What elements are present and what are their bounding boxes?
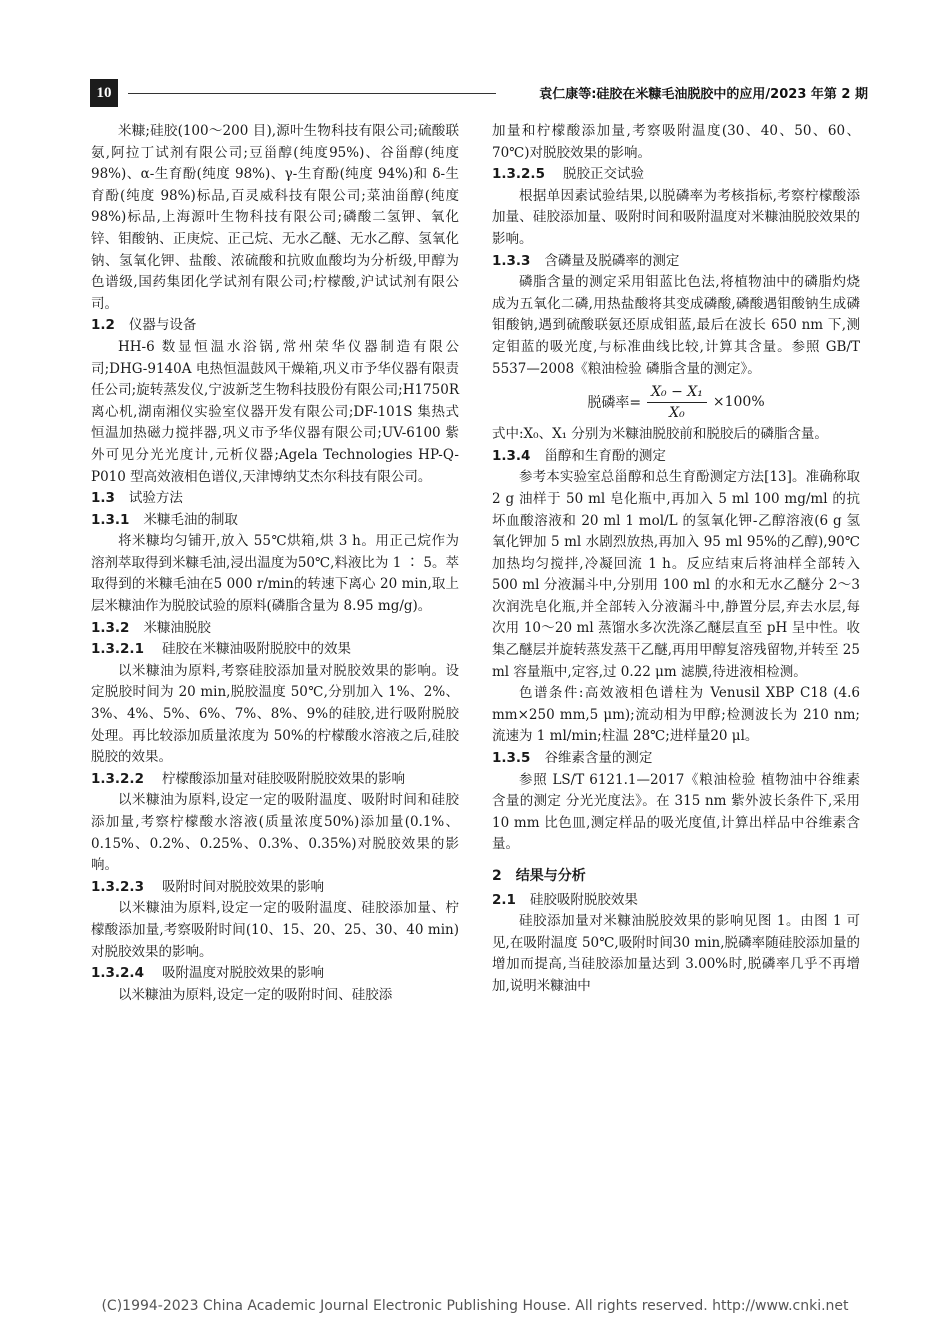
- section-title: 谷维素含量的测定: [544, 750, 653, 767]
- section-title: 吸附时间对脱胶效果的影响: [161, 878, 324, 895]
- section-number: 2: [492, 868, 502, 884]
- section-2-heading: [492, 866, 860, 888]
- section-1-3-4-heading: [492, 446, 860, 468]
- formula-note: 式中:X₀、X₁ 分别为米糠油脱胶前和脱胶后的磷脂含量。: [492, 426, 828, 443]
- section-title: 仪器与设备: [128, 317, 197, 334]
- section-2-1-heading: [492, 890, 860, 912]
- section-1-3-2-4-paragraph: 以米糠油为原料,设定一定的吸附时间、硅胶添: [118, 986, 393, 1003]
- section-number: 1.3.5: [492, 750, 531, 767]
- section-title: 柠檬酸添加量对硅胶吸附脱胶效果的影响: [161, 770, 405, 787]
- section-1-3-2-5-heading: [492, 164, 860, 186]
- running-header: [90, 79, 868, 107]
- materials-paragraph: 米糠;硅胶(100～200 目),源叶生物科技有限公司;硫酸联氨,阿拉丁试剂有限公司;豆甾醇(纯度95%)、谷甾醇(纯度 98%)、α-生育酚(纯度 98%)、γ-生育酚(纯度 94%)和 δ-生育酚(纯度 98%)标品,百灵威科技有限公司;菜油甾醇(纯度 98%)标品,上海源叶生物科技有限公司;磷酸二氢钾、氧化锌、钼酸钠、正庚烷、正己烷、无水乙醚、无水乙醇、氢氧化钠、氢氧化钾、盐酸、浓硫酸和抗败血酸均为分析级,甲醇为色谱级,国药集团化学试剂有限公司;柠檬酸,沪试试剂有限公司。: [91, 123, 459, 312]
- section-title: 米糠毛油的制取: [143, 511, 238, 528]
- section-1-2-heading: [91, 315, 459, 337]
- section-number: 1.3.2.3: [91, 878, 144, 895]
- section-1-3-2-4-heading: [91, 963, 459, 985]
- section-1-3-2-1-paragraph: 以米糠油为原料,考察硅胶添加量对脱胶效果的影响。设定脱胶时间为 20 min,脱胶温度 50℃,分别加入 1%、2%、3%、4%、5%、6%、7%、8%、9%的硅胶,进行吸附脱胶处理。再比较添加质量浓度为 50%的柠檬酸水溶液之后,硅胶脱胶的效果。: [91, 662, 459, 766]
- section-title: 吸附温度对脱胶效果的影响: [161, 965, 324, 982]
- section-title: 甾醇和生育酚的测定: [544, 447, 666, 464]
- section-number: 1.3.2.4: [91, 965, 144, 982]
- section-1-3-3-paragraph: 磷脂含量的测定采用钼蓝比色法,将植物油中的磷脂灼烧成为五氧化二磷,用热盐酸将其变成磷酸,磷酸遇钼酸钠生成磷钼酸钠,遇到硫酸联氨还原成钼蓝,最后在波长 650 nm 下,测定钼蓝的吸光度,与标准曲线比较,计算其含量。参照 GB/T 5537—2008《粮油检验 磷脂含量的测定》。: [492, 274, 860, 377]
- section-number: 1.3.1: [91, 511, 130, 528]
- equipment-paragraph: HH-6 数显恒温水浴锅,常州荣华仪器制造有限公司;DHG-9140A 电热恒温鼓风干燥箱,巩义市予华仪器有限责任公司;旋转蒸发仪,宁波新芝生物科技股份有限公司;H1750R 离心机,湖南湘仪实验室仪器开发有限公司;DF-101S 集热式恒温加热磁力搅拌器,巩义市予华仪器有限公司;UV-6100 紫外可见分光光度计,元析仪器;Agela Technologies HP-Q-P010 型高效液相色谱仪,天津博纳艾杰尔科技有限公司。: [91, 338, 459, 485]
- formula-rhs: ×100%: [712, 394, 765, 411]
- copyright-footer: (C)1994-2023 China Academic Journal Electronic Publishing House. All rights reserved. http://www.cnki.net: [101, 1298, 849, 1314]
- section-1-3-2-2-paragraph: 以米糠油为原料,设定一定的吸附温度、吸附时间和硅胶添加量,考察柠檬酸水溶液(质量浓度50%)添加量(0.1%、0.15%、0.2%、0.25%、0.3%、0.35%)对脱胶效果的影响。: [91, 792, 459, 874]
- header-rule: [128, 93, 496, 94]
- section-1-3-2-3-paragraph: 以米糠油为原料,设定一定的吸附温度、硅胶添加量、柠檬酸添加量,考察吸附时间(10、15、20、25、30、40 min)对脱胶效果的影响。: [91, 900, 459, 960]
- section-title: 硅胶在米糠油吸附脱胶中的效果: [161, 641, 351, 658]
- section-1-3-2-2-heading: [91, 769, 459, 791]
- formula-lhs: 脱磷率=: [587, 395, 642, 412]
- chromatography-paragraph: 色谱条件:高效液相色谱柱为 Venusil XBP C18 (4.6 mm×250 mm,5 μm);流动相为甲醇;检测波长为 210 nm;流速为 1 ml/min;柱温 28℃;进样量20 μl。: [492, 685, 860, 745]
- section-title: 米糠油脱胶: [143, 619, 211, 636]
- right-column: [492, 121, 860, 998]
- formula-numerator: X₀ − X₁: [647, 384, 707, 403]
- section-1-3-5-heading: [492, 748, 860, 770]
- section-title: 结果与分析: [515, 868, 586, 884]
- section-number: 1.3.2.2: [91, 770, 144, 787]
- section-1-3-3-heading: [492, 251, 860, 273]
- section-1-3-1-paragraph: 将米糠均匀铺开,放入 55℃烘箱,烘 3 h。用正己烷作为溶剂萃取得到米糠毛油,浸出温度为50℃,料液比为 1 ∶ 5。萃取得到的米糠毛油在5 000 r/min的转速下离心 20 min,取上层米糠油作为脱胶试验的原料(磷脂含量为 8.95 mg/g)。: [91, 533, 459, 615]
- section-2-1-paragraph: 硅胶添加量对米糠油脱胶效果的影响见图 1。由图 1 可见,在吸附温度 50℃,吸附时间30 min,脱磷率随硅胶添加量的增加而提高,当硅胶添加量达到 3.00%时,脱磷率几乎不再增加,说明米糠油中: [492, 913, 860, 994]
- section-title: 硅胶吸附脱胶效果: [529, 891, 638, 908]
- section-1-3-5-paragraph: 参照 LS/T 6121.1—2017《粮油检验 植物油中谷维素含量的测定 分光光度法》。在 315 nm 紫外波长条件下,采用 10 mm 比色皿,测定样品的吸光度值,计算出样品中谷维素含量。: [492, 771, 860, 853]
- section-number: 1.3.4: [492, 447, 531, 464]
- section-number: 1.3: [91, 490, 115, 507]
- section-title: 试验方法: [128, 490, 183, 507]
- formula-fraction: [647, 384, 707, 421]
- section-number: 1.3.2.5: [492, 166, 545, 183]
- section-number: 1.3.3: [492, 252, 531, 269]
- section-1-3-4-paragraph: 参考本实验室总甾醇和总生育酚测定方法[13]。准确称取 2 g 油样于 50 ml 皂化瓶中,再加入 5 ml 100 mg/ml 的抗坏血酸溶液和 20 ml 1 mol/L 的氢氧化钾-乙醇溶液(6 g 氢氧化钾加 5 ml 水剧烈放热,再加入 95 ml 95%的乙醇),90℃加热均匀搅拌,冷凝回流 1 h。反应结束后将油样全部转入 500 ml 分液漏斗中,分别用 100 ml 的水和无水乙醚分 2～3 次润洗皂化瓶,并全部转入分液漏斗中,静置分层,弃去水层,每次用 10～20 ml 蒸馏水多次洗涤乙醚层直至 pH 呈中性。收集乙醚层并旋转蒸发蒸干乙醚,再用甲醇复溶残留物,并转至 25 ml 容量瓶中,定容,过 0.22 μm 滤膜,待进液相检测。: [492, 469, 860, 680]
- section-number: 2.1: [492, 891, 516, 908]
- section-title: 脱胶正交试验: [562, 166, 644, 183]
- left-column: [91, 121, 459, 1006]
- section-1-3-1-heading: [91, 510, 459, 532]
- section-number: 1.3.2.1: [91, 641, 144, 658]
- formula-denominator: X₀: [669, 404, 685, 421]
- section-1-3-2-heading: [91, 618, 459, 640]
- section-1-3-2-1-heading: [91, 639, 459, 661]
- section-1-3-2-3-heading: [91, 877, 459, 899]
- page-number: 10: [90, 79, 118, 107]
- section-number: 1.2: [91, 317, 115, 334]
- section-number: 1.3.2: [91, 619, 130, 636]
- section-1-3-2-5-paragraph: 根据单因素试验结果,以脱磷率为考核指标,考察柠檬酸添加量、硅胶添加量、吸附时间和吸附温度对米糠油脱胶效果的影响。: [492, 187, 860, 247]
- section-1-3-heading: [91, 488, 459, 510]
- section-title: 含磷量及脱磷率的测定: [544, 252, 680, 269]
- running-title: 袁仁康等:硅胶在米糠毛油脱胶中的应用/2023 年第 2 期: [539, 87, 868, 102]
- dephosphorization-formula: [492, 382, 860, 422]
- continued-paragraph: 加量和柠檬酸添加量,考察吸附温度(30、40、50、60、70℃)对脱胶效果的影响。: [492, 123, 860, 161]
